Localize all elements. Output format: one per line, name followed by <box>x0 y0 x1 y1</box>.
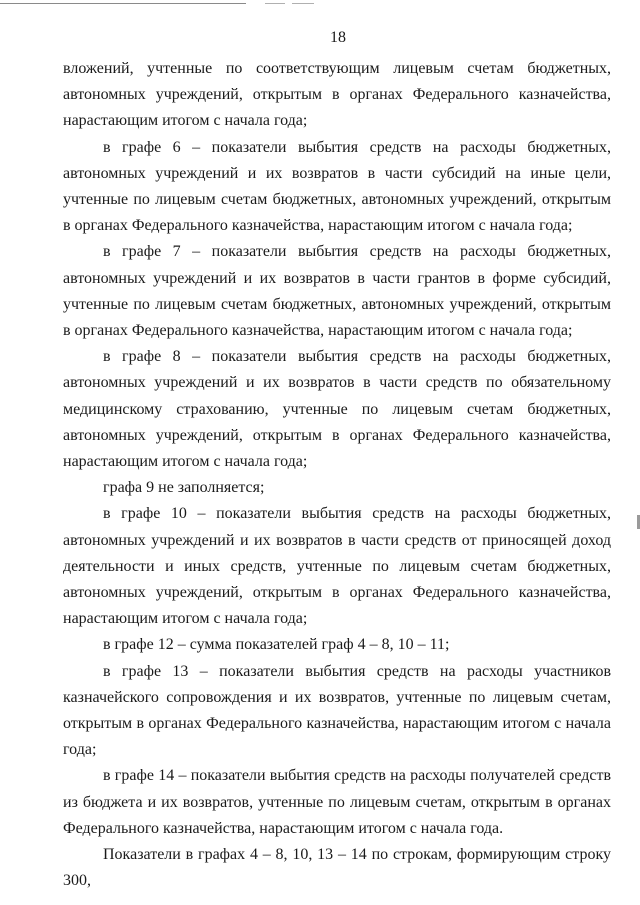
paragraph-column-6: в графе 6 – показатели выбытия средств на расходы бюджетных, автономных учреждений и их возвратов в части субсидий на иные цели, учтенные по лицевым счетам бюджетных, автономных учреждений, открытым в органах Федерального казначейства, нарастающим итогом с начала года; <box>63 138 611 235</box>
scan-artifact-lines <box>0 2 330 6</box>
paragraph-row-300: Показатели в графах 4 – 8, 10, 13 – 14 по строкам, формирующим строку 300, <box>63 846 611 890</box>
paragraph-column-7: в графе 7 – показатели выбытия средств на расходы бюджетных, автономных учреждений и их возвратов в части грантов в форме субсидий, учтенные по лицевым счетам бюджетных, автономных учреждений, открытым в органах Федерального казначейства, нарастающим итогом с начала года; <box>63 243 611 340</box>
paragraph-column-10: в графе 10 – показатели выбытия средств на расходы бюджетных, автономных учреждений и их возвратов в части средств от приносящей доход деятельности и иных средств, учтенные по лицевым счетам бюджетных, автономных учреждений, открытым в органах Федерального казначейства, нарастающим итогом с начала года; <box>63 505 611 628</box>
paragraph-column-8: в графе 8 – показатели выбытия средств на расходы бюджетных, автономных учреждений и их возвратов в части средств по обязательному медицинскому страхованию, учтенные по лицевым счетам бюджетных, автономных учреждений, открытым в органах Федерального казначейства, нарастающим итогом с начала года; <box>63 348 611 471</box>
paragraph-column-12: в графе 12 – сумма показателей граф 4 – 8, 10 – 11; <box>103 636 450 654</box>
page-number: 18 <box>330 29 346 46</box>
paragraph-column-14: в графе 14 – показатели выбытия средств на расходы получателей средств из бюджета и их возвратов, учтенные по лицевым счетам, открытым в органах Федерального казначейства, нарастающим итогом с начала года. <box>63 767 611 837</box>
paragraph-continuation: вложений, учтенные по соответствующим лицевым счетам бюджетных, автономных учреждений, открытым в органах Федерального казначейства, нарастающим итогом с начала года; <box>63 60 611 130</box>
scan-artifact-line <box>0 3 246 4</box>
scan-artifact-line <box>292 3 314 4</box>
scan-artifact-line <box>265 3 285 4</box>
paragraph-column-9: графа 9 не заполняется; <box>103 479 265 497</box>
paragraph-column-13: в графе 13 – показатели выбытия средств на расходы участников казначейского сопровождения и их возвратов, учтенные по лицевым счетам, открытым в органах Федерального казначейства, нарастающим итогом с начала года; <box>63 662 611 759</box>
document-body <box>63 56 611 895</box>
